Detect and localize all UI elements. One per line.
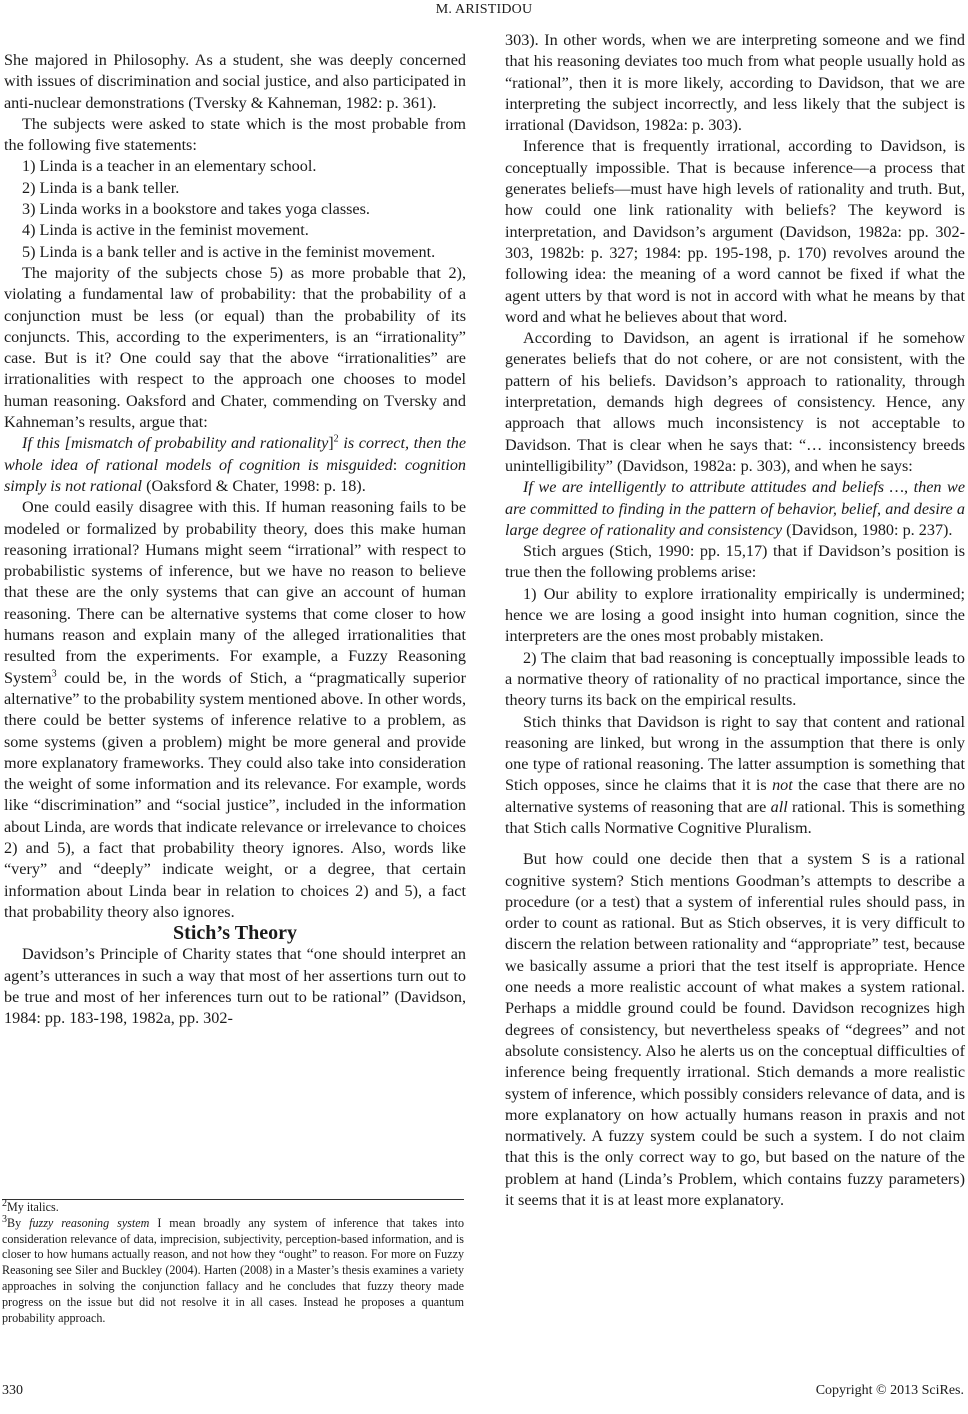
footnotes (2, 1197, 464, 1326)
list-item: 2) The claim that bad reasoning is conceptually impossible leads to a normative theory of rationality of no practical importance, since the theory turns its back on the empirical results. (505, 648, 965, 710)
list-item: 1) Linda is a teacher in an elementary school. (22, 157, 317, 176)
paragraph: The subjects were asked to state which is the most probable from the following five statements: (4, 114, 466, 155)
left-column (4, 30, 466, 1030)
page-number: 330 (2, 1383, 23, 1398)
paragraph: The majority of the subjects chose 5) as more probable that 2), violating a fundamental law of probability: that the probability of a conjunction must be less (or equal) than the probability of its conjuncts. This, according to the experimenters, is an “irrationality” case. But is it? One could say that the above “irrationalities” are irrationalities with respect to the approach one chooses to model human reasoning. Oaksford and Chater, commending on Tversky and Kahneman’s results, argue that: (4, 263, 466, 432)
section-heading: Stich’s Theory (173, 922, 297, 945)
davidson-quote: If we are intelligently to attribute attitudes and beliefs …, then we are committed to finding in the pattern of behavior, belief, and desire a large degree of rationality and consistency (Davidson, 1980: p. 237). (505, 478, 965, 539)
paragraph: According to Davidson, an agent is irrational if he somehow generates beliefs that do not cohere, or are not consistent, with the pattern of his beliefs. Davidson’s approach to rationality, through interpretation, demands high degrees of consistency. Hence, any approach that allows much inconsistency is not acceptable to Davidson. That is clear when he says that: “… inconsistency breeds unintelligibility” (Davidson, 1982a: p. 303), and when he says: (505, 329, 965, 475)
footnote-3: $^3$By fuzzy reasoning system I mean broadly any system of inference that takes into consideration relevance of data, imprecision, subjectivity, perception-based information, and is closer to how humans actually reason, and not how they “ought” to reason. For more on Fuzzy Reasoning see Siler and Buckley (2004). Harten (2008) in a Master’s thesis examines a variety approaches in solving the conjunction fallacy and he concludes that fuzzy theory made progress on the issue but did not resolve it in all cases. Instead he proposes a quantum probability approach. (2, 1213, 464, 1325)
list-item: 5) Linda is a bank teller and is active in the feminist movement. (22, 242, 436, 261)
list-item: 3) Linda works in a bookstore and takes yoga classes. (22, 200, 370, 219)
paragraph: Stich argues (Stich, 1990: pp. 15,17) that if Davidson’s position is true then the following problems arise: (505, 542, 965, 582)
paragraph: 303). In other words, when we are interpreting someone and we find that his reasoning deviates too much from what people usually hold as “rational”, then it is more likely, according to Davidson, that we are interpreting the subject incorrectly, and less likely that the subject is irrational (Davidson, 1982a: p. 303). (505, 31, 965, 135)
right-column (505, 30, 965, 1211)
paragraph: Davidson’s Principle of Charity states that “one should interpret an agent’s utterances in such a way that most of her assertions turn out to be true and most of her inferences turn out to be rational” (Davidson, 1984: pp. 183-198, 1982a, pp. 302- (4, 945, 466, 1028)
list-item: 1) Our ability to explore irrationality empirically is undermined; hence we are losing a good insight into human cognition, since the interpreters are the ones most probably mistaken. (505, 584, 965, 646)
paragraph: Stich thinks that Davidson is right to say that content and rational reasoning are linked, but wrong in the assumption that there is only one type of rational reasoning. The latter assumption is something that Stich opposes, since he claims that it is not the case that there are no alternative systems of reasoning that are all rational. This is something that Stich calls Normative Cognitive Pluralism. (505, 712, 966, 837)
paragraph: But how could one decide then that a system S is a rational cognitive system? Stich mentions Goodman’s attempts to describe a procedure (or a test) that a system of inferential rules should pass, in order to count as rational. But as Stich observes, it is very difficult to discern the relation between rationality and “appropriate” test, because we basically assume a priori that the test itself is appropriate. Hence one needs a more realistic account of what makes a system rational. Perhaps a middle ground could be found. Davidson recognizes high degrees of consistency, but nevertheless speaks of “degrees” and not absolute consistency. Also he alerts us on the conceptual difficulties of inference being frequently irrational. Stich demands a more realistic system of inference, which possibly considers relevance of data, and is more explanatory on how actually humans reason in praxis and not normatively. A fuzzy system could be such a system. I do not claim that this is the only correct way to go, but based on the nature of the problem at hand (Linda’s Problem, which contains fuzzy parameters) it seems that it is at least more explanatory. (505, 850, 965, 1210)
paragraph: Inference that is frequently irrational, according to Davidson, is conceptually impossible. That is because inference—a process that generates beliefs—must have high levels of rationality and truth. But, how could one link rationality with beliefs? The keyword is interpretation, and Davidson’s argument (Davidson, 1982a: pp. 302-303, 1982b: p. 327; 1984: pp. 195-198, p. 170) revolves around the following idea: the meaning of a word cannot be fixed if what the agent utters by that word is not in accord with what he means by that word and what he believes about that word. (505, 137, 965, 326)
list-item: 4) Linda is active in the feminist movement. (22, 221, 309, 240)
running-title: M. ARISTIDOU (435, 2, 533, 17)
copyright: Copyright © 2013 SciRes. (815, 1383, 964, 1398)
footnote-2: $^2$My italics. (2, 1197, 59, 1214)
linda-description-quote: She majored in Philosophy. As a student, she was deeply concerned with issues of discrimination and social justice, and also participated in anti-nuclear demonstrations (Tversky & Kahneman, 1982: p. 361). (4, 51, 466, 112)
oaksford-chater-quote: If this [mismatch of probability and rationality]$^2$ is correct, then the whole idea of rational models of cognition is misguided: cognition simply is not rational (Oaksford & Chater, 1998: p. 18). (4, 433, 467, 495)
paragraph: One could easily disagree with this. If human reasoning fails to be modeled or formalized by probability theory, does this make human reasoning irrational? Humans might seem “irrational” with respect to probabilistic systems of inference, but we have no reason to believe that these are the only systems that can give an account of human reasoning. There can be alternative systems that come closer to how humans reason and explain many of the alleged irrationalities that resulted from the experiments. For example, a Fuzzy Reasoning System$^3$ could be, in the words of Stich, a “pragmatically superior alternative” to the probability system mentioned above. In other words, there could be better systems of inference relative to a problem, as some systems (given a problem) might be more general and provide more explanatory frameworks. They could also take into consideration the weight of some information and its relevance. For example, words like “discrimination” and “social justice”, included in the information about Linda, are words that indicate relevance or irrelevance to choices 2) and 5), a fact that probability theory ignores. Also, words like “very” and “deeply” indicate weight, or a degree, that certain information about Linda bear in relation to choices 2) and 5), a fact that probability theory also ignores. (4, 498, 466, 921)
list-item: 2) Linda is a bank teller. (22, 178, 180, 197)
